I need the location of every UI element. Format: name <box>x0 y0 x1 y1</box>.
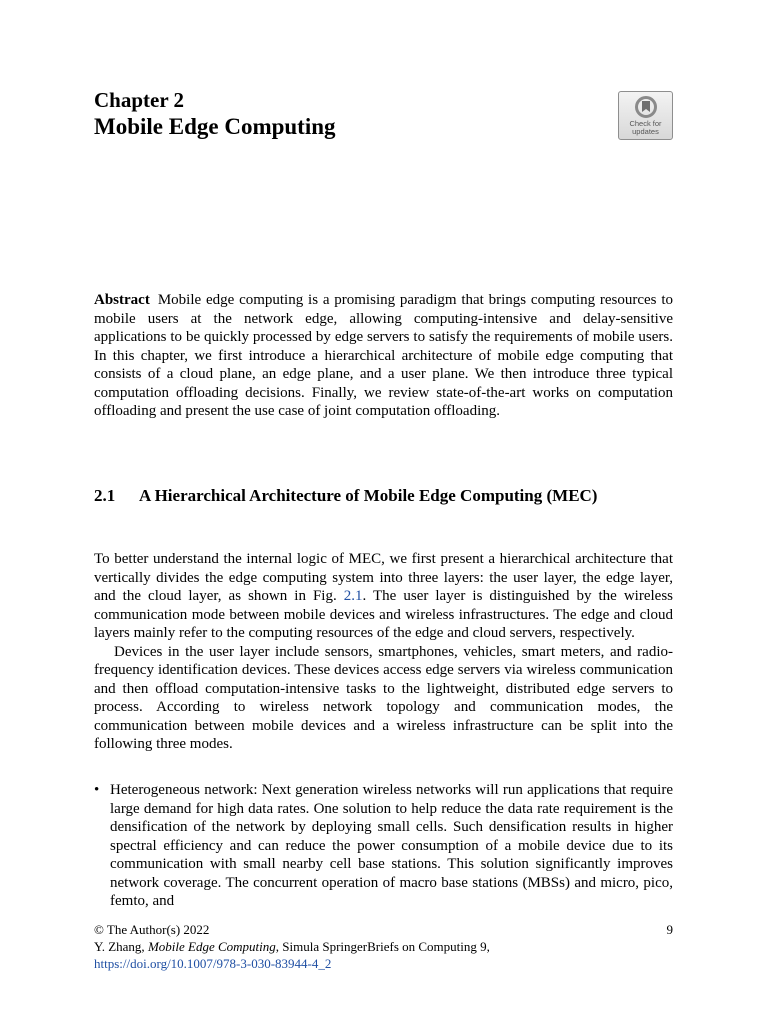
abstract <box>94 291 673 421</box>
bullet-text: Heterogeneous network: Next generation wireless networks will run applications that require large demand for high data rates. One solution to help reduce the data rate requirement is the densification of the network by deploying small cells. Such densification results in higher spectral efficiency and can reduce the power consumption of a mobile device due to its communication with small nearby cell base stations. This solution significantly improves network coverage. The concurrent operation of macro base stations (MBSs) and micro, pico, femto, and <box>110 782 673 909</box>
paragraph-text: To better understand the internal logic of MEC, we first present a hierarchical architecture that vertically divides the edge computing system into three layers: the user layer, the edge layer, and the cloud layer, as shown in Fig. <box>94 551 673 604</box>
section-body <box>94 550 673 754</box>
badge-text-line2: updates <box>632 127 659 136</box>
check-for-updates-badge[interactable] <box>618 91 673 140</box>
figure-reference-link[interactable]: 2.1 <box>343 588 363 604</box>
citation-series: , Simula SpringerBriefs on Computing 9, <box>275 939 490 954</box>
citation-author: Y. Zhang, <box>94 939 148 954</box>
bullet-marker: • <box>94 782 100 798</box>
section-title: A Hierarchical Architecture of Mobile Edge Computing (MEC) <box>139 486 598 505</box>
copyright: © The Author(s) 2022 <box>94 922 210 937</box>
abstract-keyword: Abstract <box>94 292 150 308</box>
section-number: 2.1 <box>94 486 116 505</box>
paragraph: Devices in the user layer include sensors, smartphones, vehicles, smart meters, and radio-frequency identification devices. These devices access edge servers via wireless communication and then offload computation-intensive tasks to the lightweight, distributed edge servers to process. According to wireless network topology and communication modes, the communication between mobile devices and a wireless infrastructure can be split into the following three modes. <box>94 643 673 752</box>
bookmark-ring-icon <box>633 96 659 120</box>
page-footer <box>94 921 673 972</box>
page-number: 9 <box>666 922 673 937</box>
abstract-text: Mobile edge computing is a promising paradigm that brings computing resources to mobile users at the network edge, allowing computing-intensive and delay-sensitive applications to be quickly processed by edge servers to satisfy the requirements of mobile users. In this chapter, we first introduce a hierarchical architecture of mobile edge computing that consists of a cloud plane, an edge plane, and a user plane. We then introduce three typical computation offloading decisions. Finally, we review state-of-the-art works on computation offloading and present the use case of joint computation offloading. <box>94 292 673 419</box>
citation <box>94 938 673 955</box>
chapter-label: Chapter 2 <box>94 88 185 112</box>
chapter-title: Mobile Edge Computing <box>94 114 336 139</box>
paragraph <box>94 550 673 643</box>
paragraph-text: . The user layer is distinguished by the wireless communication mode between mobile devices and wireless infrastructures. The edge and cloud layers mainly refer to the computing resources of the edge and cloud servers, respectively. <box>94 588 673 641</box>
badge-text-line1: Check for <box>629 119 662 128</box>
doi-link[interactable]: https://doi.org/10.1007/978-3-030-83944-4_2 <box>94 956 332 971</box>
citation-book-title: Mobile Edge Computing <box>147 939 276 954</box>
